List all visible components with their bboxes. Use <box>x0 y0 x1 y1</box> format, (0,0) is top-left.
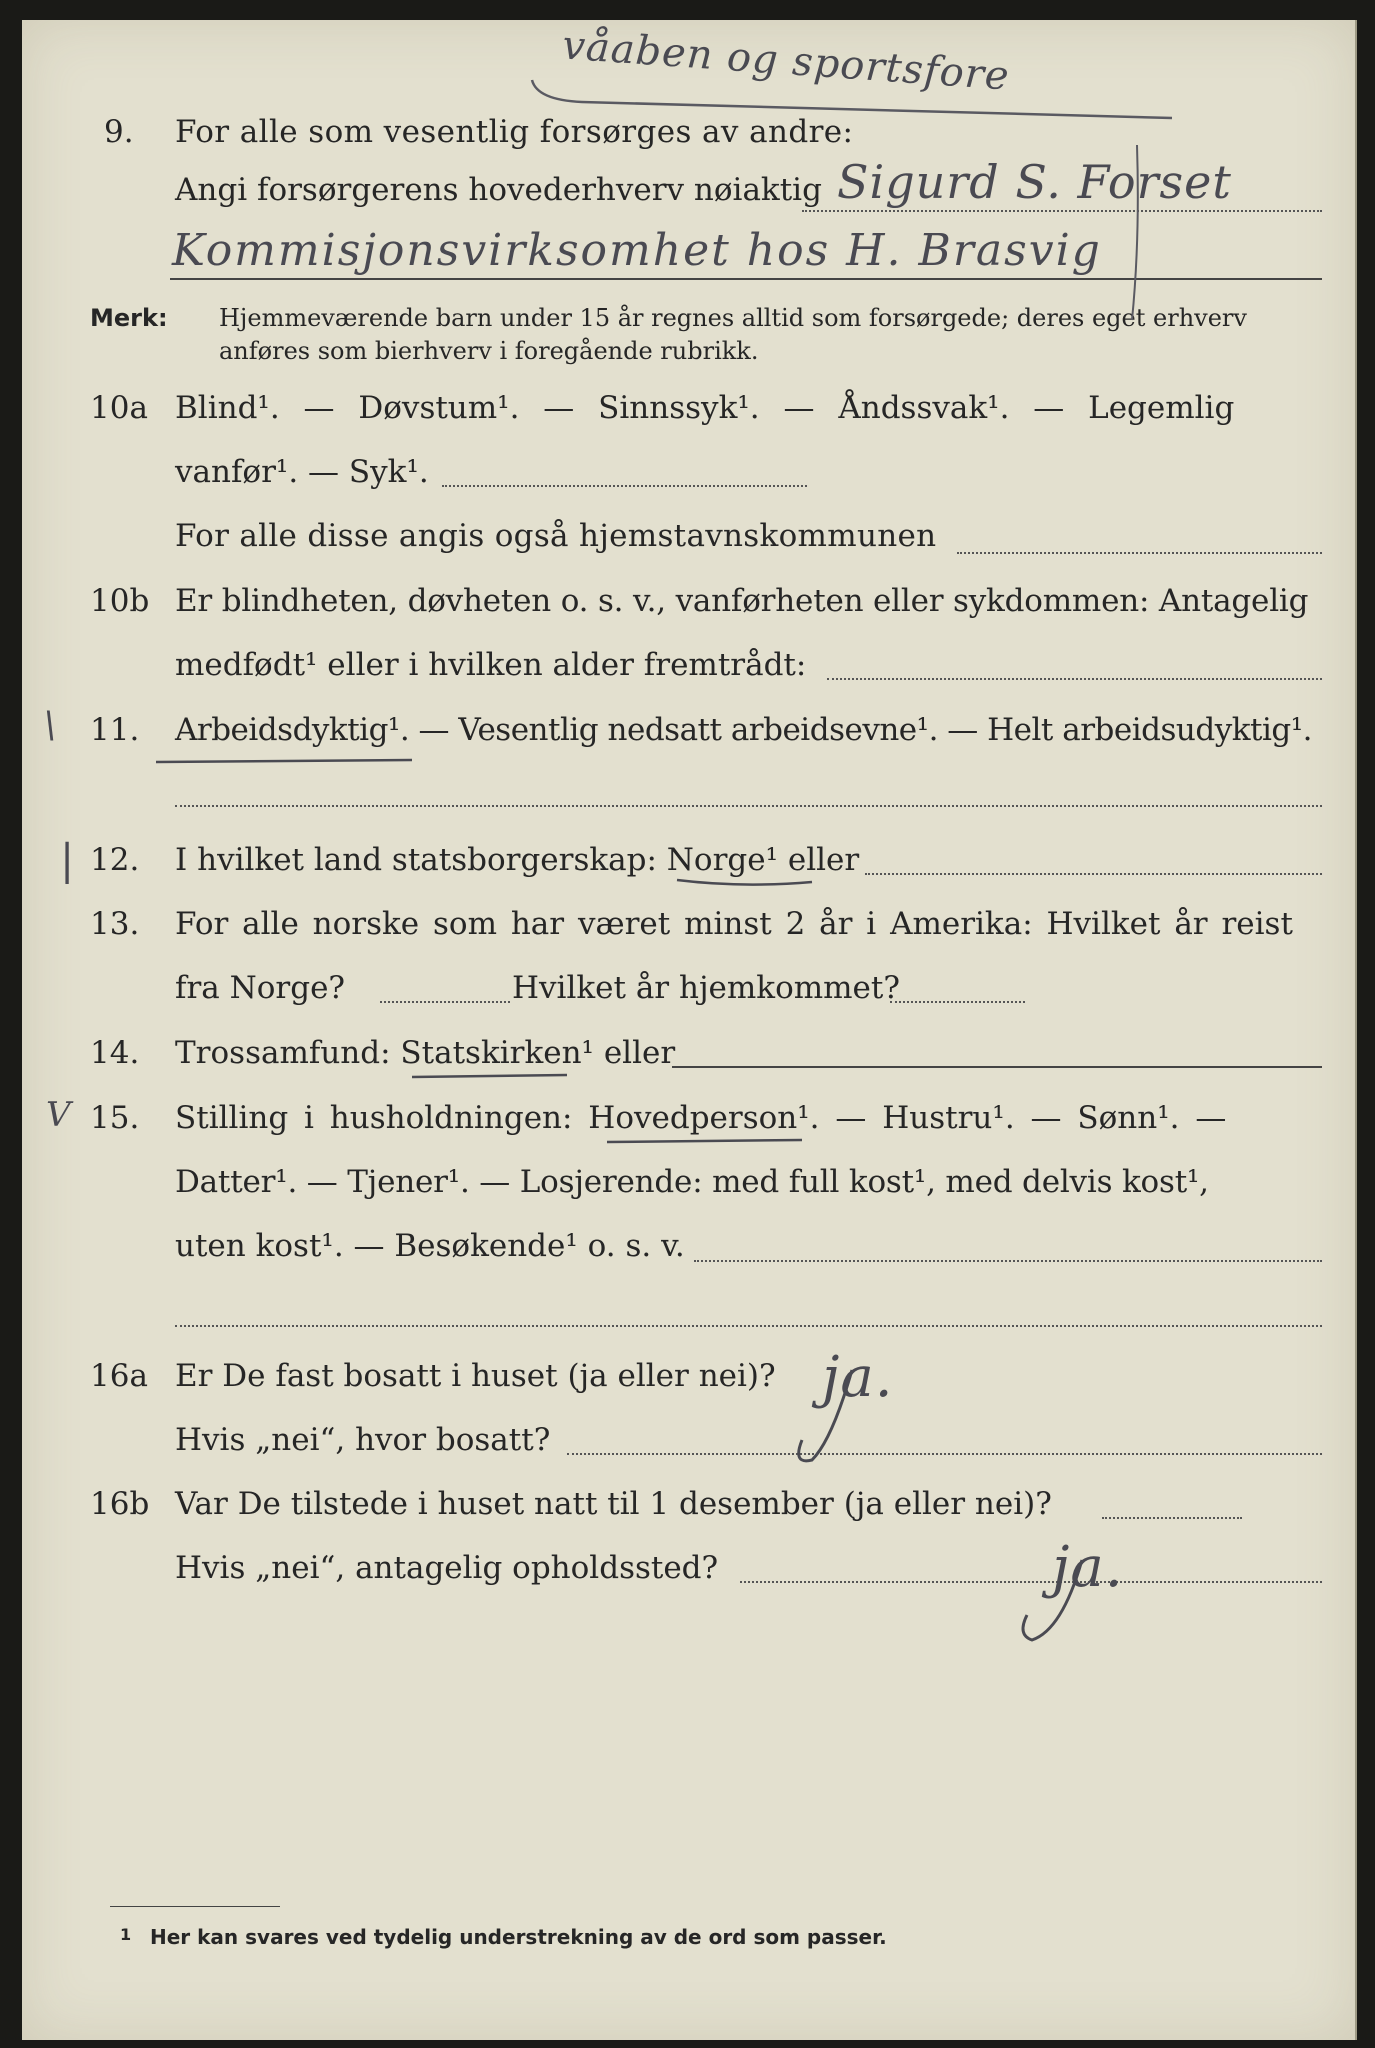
q12-check-mark: | <box>60 835 76 884</box>
q16a-handwritten-answer: ja. <box>822 1345 894 1410</box>
q13-line2a: fra Norge? <box>175 970 346 1006</box>
q12-line1: I hvilket land statsborgerskap: Norge¹ eller <box>175 842 860 878</box>
handwritten-underlines <box>22 20 1355 2040</box>
q15-line3: uten kost¹. — Besøkende¹ o. s. v. <box>175 1228 685 1264</box>
q16b-ja-stroke <box>1023 1560 1082 1640</box>
q14-number: 14. <box>90 1035 140 1071</box>
q13-line2b: Hvilket år hjemkommet? <box>512 970 900 1006</box>
q15-number: 15. <box>90 1100 140 1136</box>
q9-line2: Angi forsørgerens hovederhverv nøiaktig <box>175 172 822 208</box>
q9-number: 9. <box>104 114 134 150</box>
q10a-line2: vanfør¹. — Syk¹. <box>175 454 429 490</box>
q16b-line2: Hvis „nei“, antagelig opholdssted? <box>175 1550 719 1586</box>
q11-check-mark: \ <box>44 705 58 746</box>
merk-line2: anføres som bierhverv i foregående rubrikk. <box>219 337 759 365</box>
footnote-text: Her kan svares ved tydelig understrekning av de ord som passer. <box>150 1925 887 1949</box>
q15-line1: Stilling i husholdningen: Hovedperson¹. — Hustru¹. — Sønn¹. — <box>175 1100 1227 1136</box>
q13-number: 13. <box>90 906 140 942</box>
q16b-line1: Var De tilstede i huset natt til 1 desember (ja eller nei)? <box>175 1486 1052 1522</box>
q14-line1: Trossamfund: Statskirken¹ eller <box>175 1035 676 1071</box>
q16b-handwritten-answer: ja. <box>1052 1535 1124 1600</box>
q15-underline <box>607 1140 802 1142</box>
q11-line1: Arbeidsdyktig¹. — Vesentlig nedsatt arbeidsevne¹. — Helt arbeidsudyktig¹. <box>175 712 1313 748</box>
q12-number: 12. <box>90 842 140 878</box>
q9-flourish <box>1132 145 1138 320</box>
q12-underline <box>677 880 812 885</box>
q10a-line1: Blind¹. — Døvstum¹. — Sinnssyk¹. — Åndssvak¹. — Legemlig <box>175 390 1235 426</box>
q13-line1: For alle norske som har været minst 2 år i Amerika: Hvilket år reist <box>175 906 1293 942</box>
q10b-number: 10b <box>90 583 150 619</box>
q10b-line2: medfødt¹ eller i hvilken alder fremtrådt: <box>175 647 807 683</box>
handwritten-top-note: våaben og sportsfore <box>560 22 1012 100</box>
q16a-number: 16a <box>90 1358 148 1394</box>
q11-number: 11. <box>90 712 140 748</box>
census-form-page <box>22 20 1357 2040</box>
footnote-marker: 1 <box>120 1925 132 1944</box>
q15-check-mark: V <box>46 1095 72 1135</box>
q14-underline <box>412 1075 567 1077</box>
top-note-bracket <box>532 80 1172 118</box>
q9-line1: For alle som vesentlig forsørges av andre: <box>175 114 854 150</box>
q10b-line1: Er blindheten, døvheten o. s. v., vanførheten eller sykdommen: Antagelig <box>175 583 1309 619</box>
merk-label: Merk: <box>90 304 168 332</box>
q10a-line3: For alle disse angis også hjemstavnskommunen <box>175 518 937 554</box>
q9-handwritten-provider: Sigurd S. Forset <box>837 155 1232 209</box>
q11-underline <box>156 760 412 762</box>
footnote-divider <box>110 1906 280 1907</box>
q16a-line1: Er De fast bosatt i huset (ja eller nei)? <box>175 1358 776 1394</box>
q16a-line2: Hvis „nei“, hvor bosatt? <box>175 1422 551 1458</box>
q16a-ja-stroke <box>799 1370 852 1461</box>
merk-line1: Hjemmeværende barn under 15 år regnes alltid som forsørgede; deres eget erhverv <box>219 304 1247 332</box>
q16b-number: 16b <box>90 1486 150 1522</box>
q10a-number: 10a <box>90 390 148 426</box>
q15-line2: Datter¹. — Tjener¹. — Losjerende: med full kost¹, med delvis kost¹, <box>175 1164 1209 1200</box>
q9-handwritten-occupation: Kommisjonsvirksomhet hos H. Brasvig <box>172 225 1102 276</box>
